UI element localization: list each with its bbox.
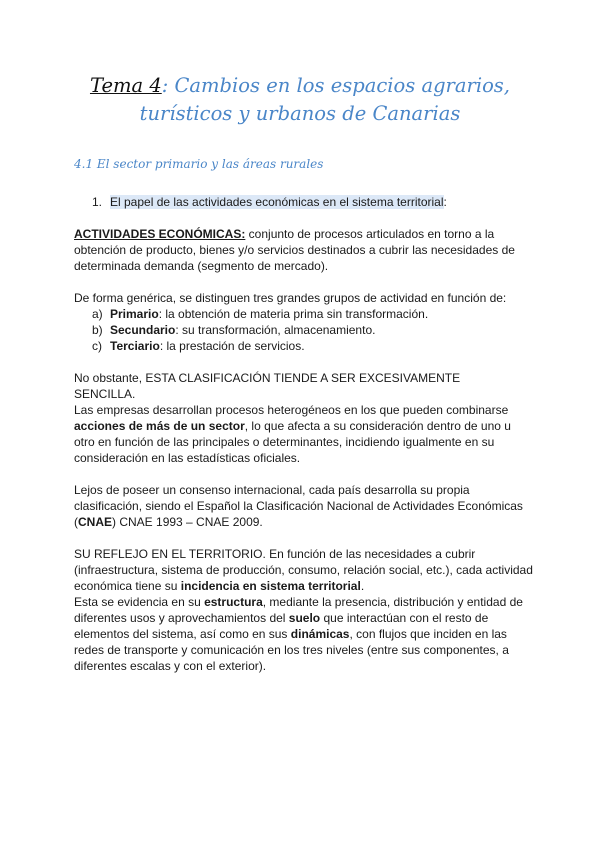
- list-marker: c): [92, 339, 102, 353]
- text-span: , mediante la presencia, distribución y entidad de diferentes usos y aprovechamientos del: [74, 595, 523, 625]
- group-term: Secundario: [110, 323, 176, 337]
- list-item-1: [92, 194, 447, 210]
- list-item-c: [92, 338, 305, 354]
- text-span: Las empresas desarrollan procesos heterogéneos en los que pueden combinarse: [74, 403, 509, 417]
- list-marker: a): [92, 307, 103, 321]
- text-span: Esta se evidencia en su: [74, 595, 205, 609]
- title-tema: Tema 4: [89, 74, 162, 97]
- group-term: Terciario: [110, 339, 160, 353]
- group-text: : la prestación de servicios.: [159, 339, 305, 353]
- text-span: .: [360, 579, 365, 593]
- list-marker: b): [92, 323, 103, 337]
- text-span: Lejos de poseer un consenso internacional, cada país desarrolla su propia clasificación, siendo el Español la Clasificación Nacional de Actividades Económicas (: [74, 483, 523, 529]
- text-span: , con flujos que inciden en las redes de transporte y comunicación en los tres niveles (entre sus componentes, a diferentes escalas y con el exterior).: [74, 627, 509, 673]
- bold-sectors: acciones de más de un sector: [74, 419, 245, 433]
- group-text: : la obtención de materia prima sin transformación.: [158, 307, 429, 321]
- bold-incidence: incidencia en sistema territorial: [180, 579, 361, 593]
- page-title: [60, 72, 540, 128]
- definition-term: ACTIVIDADES ECONÓMICAS:: [74, 227, 246, 241]
- groups-intro: De forma genérica, se distinguen tres grandes grupos de actividad en función de:: [74, 291, 507, 305]
- definition-text: conjunto de procesos articulados en torno a la obtención de producto, bienes y/o servicios destinados a cubrir las necesidades de determinada demanda (segmento de mercado).: [74, 227, 515, 273]
- group-text: : su transformación, almacenamiento.: [175, 323, 376, 337]
- bold-soil: suelo: [288, 611, 321, 625]
- bold-structure: estructura: [204, 595, 263, 609]
- text-span: ) CNAE 1993 – CNAE 2009.: [112, 515, 263, 529]
- title-rest: Cambios en los espacios agrarios, turísticos y urbanos de Canarias: [139, 74, 511, 125]
- cnae-paragraph: [74, 482, 534, 530]
- classification-note: No obstante, ESTA CLASIFICACIÓN TIENDE A SER EXCESIVAMENTE SENCILLA.: [74, 371, 461, 401]
- group-term: Primario: [110, 307, 159, 321]
- classification-paragraph: [74, 402, 534, 466]
- bold-dynamics: dinámicas: [290, 627, 350, 641]
- section-subtitle: 4.1 El sector primario y las áreas rurales: [74, 157, 324, 171]
- list-marker: 1.: [92, 195, 103, 209]
- bold-cnae: CNAE: [78, 515, 113, 529]
- text-span: SU REFLEJO EN EL TERRITORIO. En función de las necesidades a cubrir (infraestructura, sistema de producción, consumo, relación social, etc.), cada actividad económica tiene su: [74, 547, 533, 593]
- list-item-colon: :: [443, 195, 447, 209]
- title-colon: :: [161, 74, 169, 97]
- definition-paragraph: [74, 226, 534, 274]
- list-item-b: [92, 322, 375, 338]
- text-span: que interactúan con el resto de elementos del sistema, así como en sus: [74, 611, 489, 641]
- list-item-a: [92, 306, 428, 322]
- territory-paragraph: [74, 546, 534, 674]
- list-item-text: El papel de las actividades económicas en el sistema territorial: [110, 195, 444, 209]
- text-span: , lo que afecta a su consideración dentro de uno u otro en función de las principales o determinantes, incidiendo igualmente en su consideración en las estadísticas oficiales.: [74, 419, 511, 465]
